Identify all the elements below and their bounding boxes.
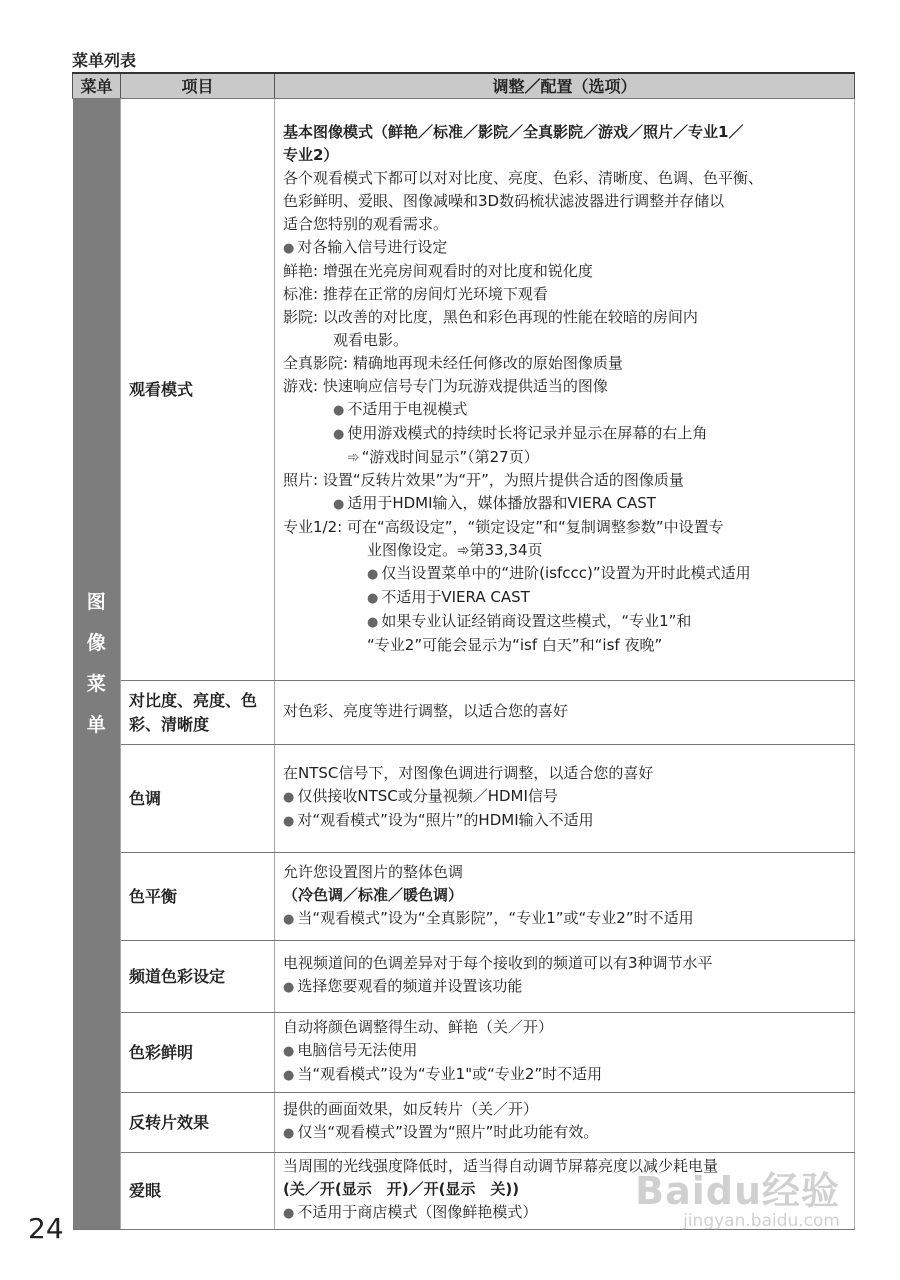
watermark <box>635 1160 840 1231</box>
description-text: 电脑信号无法使用 <box>297 1041 418 1059</box>
description-line <box>283 121 848 144</box>
description-line <box>283 213 848 236</box>
item-description <box>275 99 855 681</box>
table-body <box>73 99 855 1230</box>
description-line <box>283 634 848 657</box>
description-text: 对“观看模式”设为“照片”的HDMI输入不适用 <box>297 811 594 829</box>
description-line <box>283 975 848 999</box>
bullet-icon: ● <box>283 240 295 256</box>
description-line <box>283 167 848 190</box>
description-text: 当“观看模式”设为“全真影院”，“专业1”或“专业2”时不适用 <box>297 908 694 927</box>
description-line <box>283 809 848 833</box>
description-text: (关／开(显示 开)／开(显示 关)) <box>283 1180 520 1198</box>
watermark-logo: Baidu经验 <box>635 1169 840 1213</box>
bullet-icon: ● <box>333 426 345 442</box>
description-text: 仅供接收NTSC或分量视频／HDMI信号 <box>297 787 558 805</box>
table-row <box>73 853 855 941</box>
description-text: 专业1/2: 可在“高级设定”，“锁定设定”和“复制调整参数”中设置专 <box>283 517 724 536</box>
description-text: 选择您要观看的频道并设置该功能 <box>297 977 523 995</box>
description-line <box>283 190 848 213</box>
bullet-icon: ● <box>283 1126 295 1141</box>
menu-name-char: 像 <box>86 632 106 654</box>
description-text: 对各输入信号进行设定 <box>297 237 448 256</box>
bullet-icon: ● <box>283 1068 295 1083</box>
description-text: 自动将颜色调整得生动、鲜艳（关／开） <box>283 1018 554 1036</box>
description-text: 不适用于电视模式 <box>347 399 468 418</box>
section-title: 菜单列表 <box>72 51 137 70</box>
description-text: 游戏: 快速响应信号专门为玩游戏提供适当的图像 <box>283 376 608 395</box>
bullet-icon: ● <box>283 1044 295 1059</box>
bullet-icon: ● <box>283 1206 295 1221</box>
description-text: 观看电影。 <box>333 330 409 349</box>
bullet-icon: ● <box>367 614 379 630</box>
description-text: 专业2） <box>283 145 339 164</box>
table-row <box>73 681 855 745</box>
description-text: 适用于HDMI输入，媒体播放器和VIERA CAST <box>347 493 656 512</box>
description-line <box>283 1039 848 1063</box>
bullet-icon: ● <box>333 496 345 512</box>
bullet-icon: ● <box>283 790 295 805</box>
arrow-icon: ➾ <box>347 447 360 466</box>
description-line <box>283 283 848 306</box>
description-line <box>283 586 848 610</box>
description-text: 仅当“观看模式”设置为“照片”时此功能有效。 <box>297 1123 599 1141</box>
description-line <box>283 329 848 352</box>
description-line <box>283 306 848 329</box>
description-text: 当周围的光线强度降低时，适当得自动调节屏幕亮度以减少耗电量 <box>283 1157 719 1175</box>
description-line <box>283 539 848 562</box>
bullet-icon: ● <box>283 911 295 927</box>
description-text: 全真影院: 精确地再现未经任何修改的原始图像质量 <box>283 353 623 372</box>
bullet-icon: ● <box>283 814 295 829</box>
description-line <box>283 1098 848 1121</box>
description-line <box>283 952 848 975</box>
menu-name-char: 菜 <box>86 673 106 695</box>
description-text: 基本图像模式（鲜艳／标准／影院／全真影院／游戏／照片／专业1／ <box>283 122 744 141</box>
item-description <box>275 941 855 1013</box>
description-line <box>283 352 848 375</box>
bullet-icon: ● <box>333 402 345 418</box>
item-name: 色平衡 <box>121 853 275 941</box>
table-row <box>73 745 855 853</box>
item-name: 对比度、亮度、色彩、清晰度 <box>121 681 275 745</box>
header-setting: 调整／配置（选项） <box>275 73 855 99</box>
description-text: 影院: 以改善的对比度，黑色和彩色再现的性能在较暗的房间内 <box>283 307 698 326</box>
description-text: “专业2”可能会显示为“isf 白天”和“isf 夜晚” <box>367 635 663 654</box>
item-description <box>275 681 855 745</box>
item-description <box>275 853 855 941</box>
description-line <box>283 260 848 283</box>
description-line <box>283 1121 848 1145</box>
description-text: 鲜艳: 增强在光亮房间观看时的对比度和锐化度 <box>283 261 593 280</box>
description-text: 提供的画面效果，如反转片（关／开） <box>283 1100 539 1118</box>
description-line <box>283 446 848 469</box>
table-header-row <box>73 73 855 99</box>
description-line <box>283 422 848 446</box>
watermark-url: jingyan.baidu.com <box>683 1211 840 1231</box>
table-row <box>73 1013 855 1093</box>
item-description <box>275 1093 855 1153</box>
table-row <box>73 1093 855 1153</box>
item-description <box>275 745 855 853</box>
description-text: 当“观看模式”设为“专业1"或“专业2”时不适用 <box>297 1065 603 1083</box>
description-line <box>283 236 848 260</box>
header-menu: 菜单 <box>73 73 121 99</box>
menu-name-cell <box>73 99 121 1230</box>
description-line <box>283 398 848 422</box>
description-text: 电视频道间的色调差异对于每个接收到的频道可以有3种调节水平 <box>283 954 713 972</box>
description-text: 仅当设置菜单中的“进阶(isfccc)”设置为开时此模式适用 <box>381 563 751 582</box>
description-text: 适合您特别的观看需求。 <box>283 214 449 233</box>
description-text: 使用游戏模式的持续时长将记录并显示在屏幕的右上角 <box>347 423 708 442</box>
item-name: 色调 <box>121 745 275 853</box>
description-line <box>283 1063 848 1087</box>
description-line <box>283 762 848 785</box>
description-line <box>283 907 848 931</box>
item-description <box>275 1013 855 1093</box>
description-line <box>283 516 848 539</box>
menu-table <box>72 72 855 1230</box>
description-text: 照片: 设置“反转片效果”为“开”，为照片提供合适的图像质量 <box>283 470 684 489</box>
description-line <box>283 884 848 907</box>
bullet-icon: ● <box>367 566 379 582</box>
description-text: 不适用于VIERA CAST <box>381 587 530 606</box>
description-text: “游戏时间显示”（第27页） <box>361 447 539 466</box>
description-text: 允许您设置图片的整体色调 <box>283 862 464 881</box>
table-row <box>73 941 855 1013</box>
description-line <box>283 785 848 809</box>
description-line <box>283 700 848 723</box>
description-text: 不适用于商店模式（图像鲜艳模式） <box>297 1203 538 1221</box>
menu-name-char: 图 <box>86 591 106 613</box>
table-row <box>73 99 855 681</box>
menu-name-char: 单 <box>86 714 106 736</box>
item-name: 色彩鲜明 <box>121 1013 275 1093</box>
item-name: 观看模式 <box>121 99 275 681</box>
description-line <box>283 610 848 634</box>
page-number: 24 <box>28 1212 64 1245</box>
bullet-icon: ● <box>283 980 295 995</box>
item-name: 爱眼 <box>121 1153 275 1230</box>
description-text: 业图像设定。➾第33,34页 <box>367 540 543 559</box>
header-item: 项目 <box>121 73 275 99</box>
description-line <box>283 144 848 167</box>
description-line <box>283 375 848 398</box>
item-name: 频道色彩设定 <box>121 941 275 1013</box>
description-line <box>283 469 848 492</box>
description-line <box>283 492 848 516</box>
description-text: 色彩鲜明、爱眼、图像减噪和3D数码梳状滤波器进行调整并存储以 <box>283 191 725 210</box>
description-text: 对色彩、亮度等进行调整，以适合您的喜好 <box>283 702 569 720</box>
description-line <box>283 562 848 586</box>
description-line <box>283 861 848 884</box>
description-text: 如果专业认证经销商设置这些模式，“专业1”和 <box>381 611 692 630</box>
description-text: 在NTSC信号下，对图像色调进行调整，以适合您的喜好 <box>283 764 654 782</box>
bullet-icon: ● <box>367 590 379 606</box>
description-text: （冷色调／标准／暖色调） <box>283 885 464 904</box>
description-text: 各个观看模式下都可以对对比度、亮度、色彩、清晰度、色调、色平衡、 <box>283 168 764 187</box>
item-name: 反转片效果 <box>121 1093 275 1153</box>
description-line <box>283 1016 848 1039</box>
description-text: 标准: 推荐在正常的房间灯光环境下观看 <box>283 284 548 303</box>
